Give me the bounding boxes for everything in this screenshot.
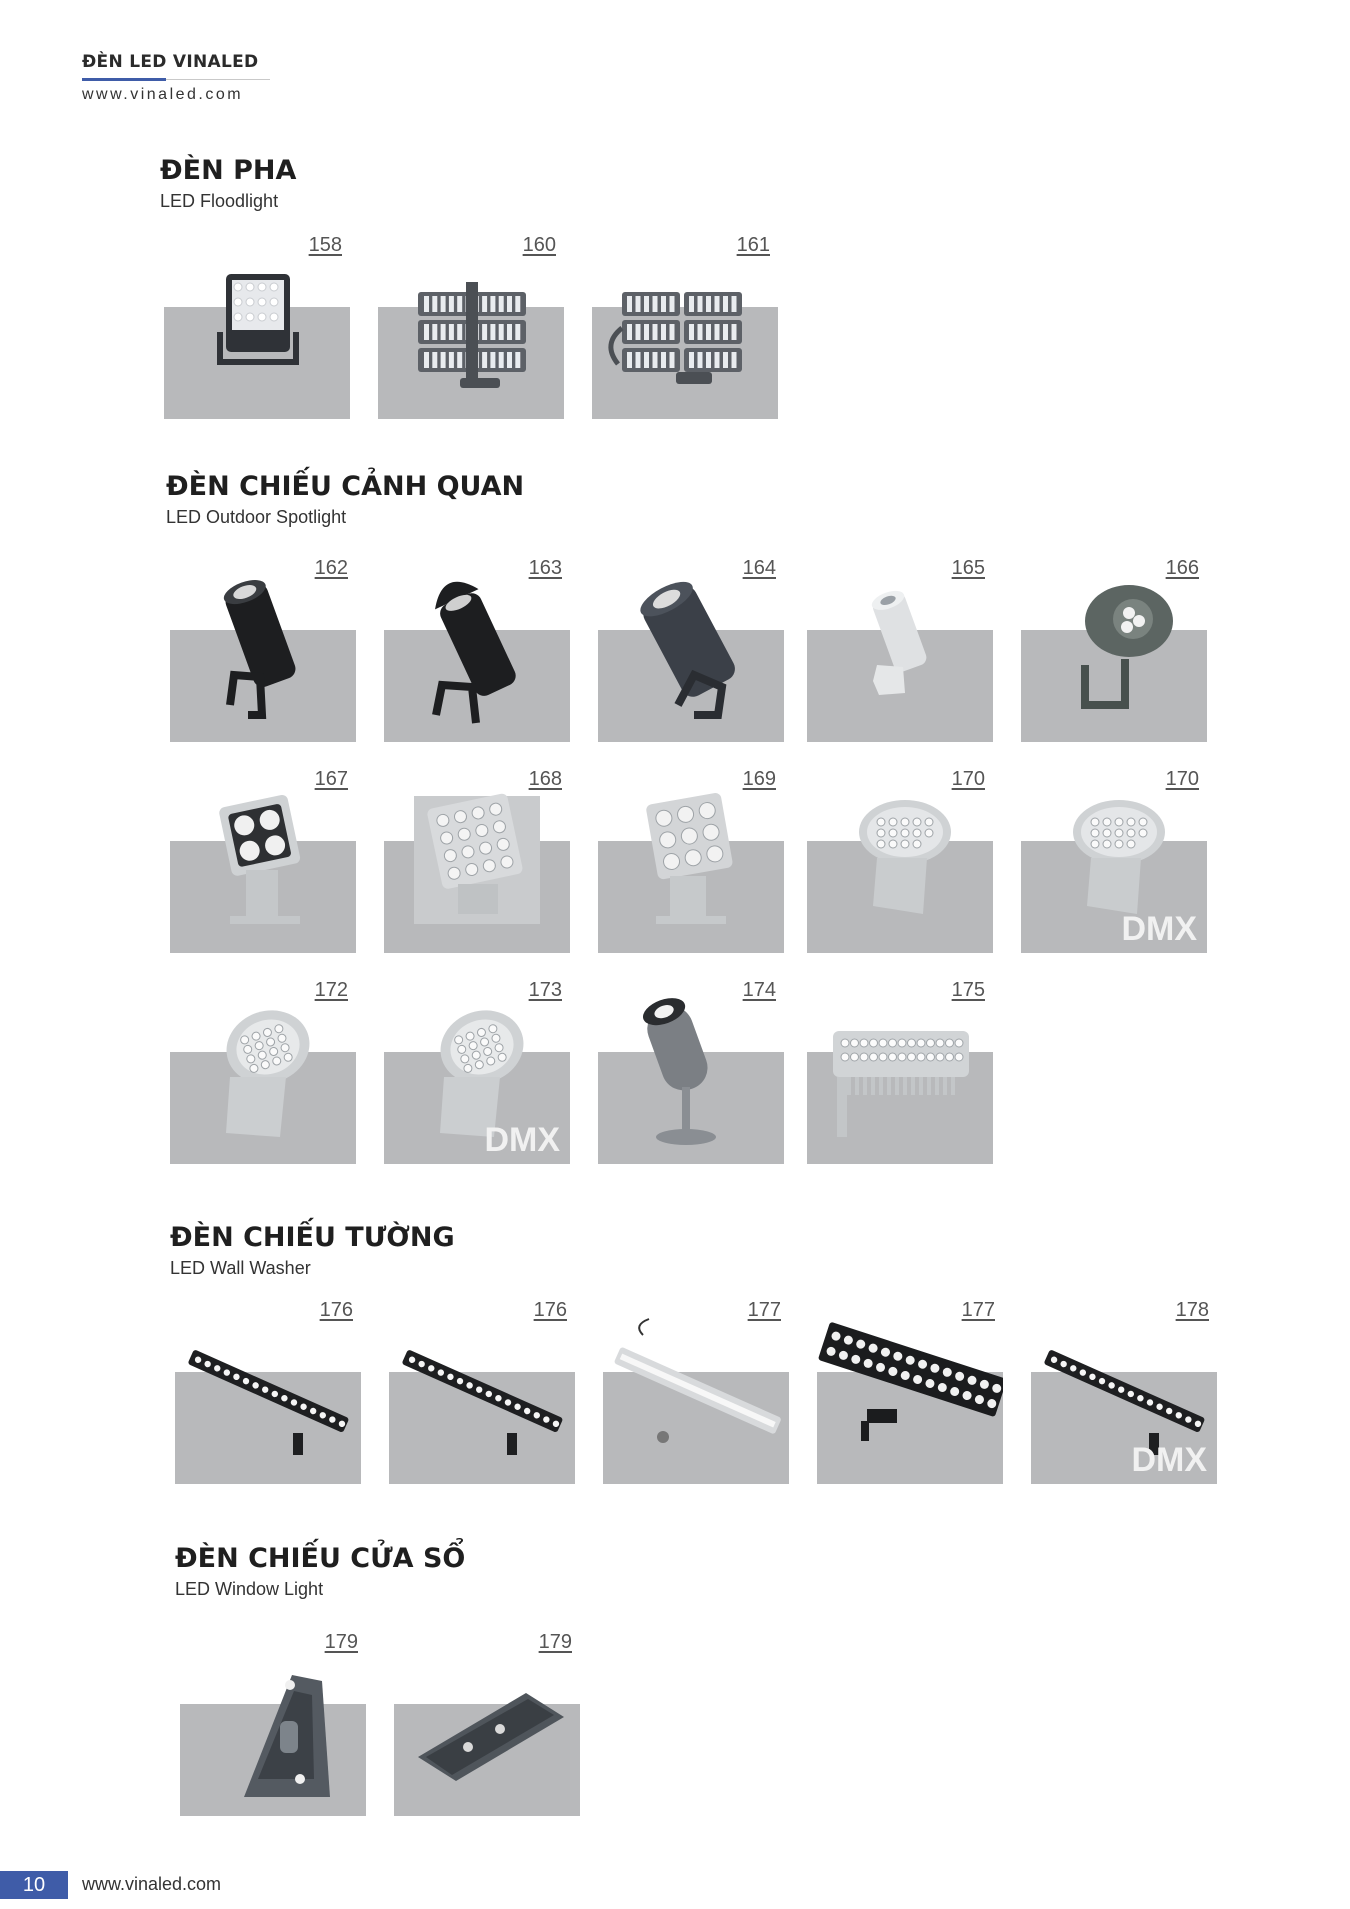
- page-reference-link[interactable]: 179: [538, 1631, 572, 1653]
- round-tilted-spotlight-icon: [170, 977, 356, 1164]
- product-card[interactable]: [1031, 1297, 1217, 1484]
- stake-spotlight-icon: [598, 977, 784, 1164]
- page-reference-link[interactable]: 174: [742, 979, 776, 1001]
- section-outdoor-spotlight: [166, 473, 524, 528]
- product-card[interactable]: [603, 1297, 789, 1484]
- page-reference-link[interactable]: 170: [1165, 768, 1199, 790]
- page-reference-link[interactable]: 173: [528, 979, 562, 1001]
- page-reference-link[interactable]: 176: [319, 1299, 353, 1321]
- square-4-led-spotlight-icon: [170, 766, 356, 953]
- page-reference-link[interactable]: 167: [314, 768, 348, 790]
- dmx-badge: DMX: [1131, 1441, 1207, 1479]
- page-reference-link[interactable]: 160: [522, 234, 556, 256]
- square-16-led-spotlight-icon: [384, 766, 570, 953]
- section-title: ĐÈN PHA: [160, 155, 297, 186]
- black-spotlight-hood-icon: [384, 555, 570, 742]
- page-reference-link[interactable]: 176: [533, 1299, 567, 1321]
- garden-spotlight-icon: [1021, 555, 1207, 742]
- page-reference-link[interactable]: 161: [736, 234, 770, 256]
- dmx-badge: DMX: [484, 1121, 560, 1159]
- product-card[interactable]: [180, 1629, 366, 1816]
- product-card[interactable]: [170, 977, 356, 1164]
- rectangular-floodlight-icon: [807, 977, 993, 1164]
- page-reference-link[interactable]: 172: [314, 979, 348, 1001]
- product-card[interactable]: [170, 766, 356, 953]
- wall-washer-bar-icon: [175, 1297, 361, 1484]
- black-spotlight-icon: [170, 555, 356, 742]
- product-card[interactable]: [389, 1297, 575, 1484]
- page-reference-link[interactable]: 158: [308, 234, 342, 256]
- page-reference-link[interactable]: 179: [324, 1631, 358, 1653]
- product-card[interactable]: [592, 232, 778, 419]
- page-reference-link[interactable]: 170: [951, 768, 985, 790]
- page-reference-link[interactable]: 164: [742, 557, 776, 579]
- page-reference-link[interactable]: 163: [528, 557, 562, 579]
- product-card[interactable]: [807, 555, 993, 742]
- modular-floodlight-6-icon: [592, 232, 778, 419]
- header-accent-line: [82, 78, 166, 81]
- product-card[interactable]: [378, 232, 564, 419]
- wall-washer-bar-icon: [389, 1297, 575, 1484]
- product-card[interactable]: [170, 555, 356, 742]
- page-reference-link[interactable]: 175: [951, 979, 985, 1001]
- section-floodlight: [160, 157, 296, 212]
- modular-floodlight-3-icon: [378, 232, 564, 419]
- window-light-wedge-icon: [180, 1629, 366, 1816]
- product-card[interactable]: [384, 766, 570, 953]
- page-reference-link[interactable]: 168: [528, 768, 562, 790]
- product-card[interactable]: [598, 977, 784, 1164]
- product-card[interactable]: [1021, 555, 1207, 742]
- page-number: 10: [22, 1874, 46, 1896]
- floodlight-icon: [164, 232, 350, 419]
- product-card[interactable]: [807, 977, 993, 1164]
- silver-mini-spotlight-icon: [807, 555, 993, 742]
- product-card[interactable]: [807, 766, 993, 953]
- section-subtitle: LED Floodlight: [160, 191, 279, 211]
- section-title: ĐÈN CHIẾU TƯỜNG: [170, 1222, 455, 1253]
- product-card[interactable]: [384, 977, 570, 1164]
- product-card[interactable]: [598, 555, 784, 742]
- product-card[interactable]: [164, 232, 350, 419]
- section-title: ĐÈN CHIẾU CẢNH QUAN: [166, 471, 525, 502]
- window-light-channel-icon: [394, 1629, 580, 1816]
- section-title: ĐÈN CHIẾU CỬA SỔ: [175, 1543, 466, 1574]
- page-reference-link[interactable]: 177: [747, 1299, 781, 1321]
- brand-title: ĐÈN LED VINALED: [82, 52, 259, 72]
- page-reference-link[interactable]: 166: [1165, 557, 1199, 579]
- section-wall-washer: [170, 1224, 455, 1279]
- section-subtitle: LED Window Light: [175, 1579, 324, 1599]
- section-subtitle: LED Outdoor Spotlight: [166, 507, 347, 527]
- header-website[interactable]: www.vinaled.com: [82, 86, 244, 103]
- product-card[interactable]: [1021, 766, 1207, 953]
- page-reference-link[interactable]: 178: [1175, 1299, 1209, 1321]
- wall-washer-silver-icon: [603, 1297, 789, 1484]
- product-card[interactable]: [175, 1297, 361, 1484]
- product-card[interactable]: [394, 1629, 580, 1816]
- page-reference-link[interactable]: 169: [742, 768, 776, 790]
- section-subtitle: LED Wall Washer: [170, 1258, 311, 1278]
- page-reference-link[interactable]: 177: [961, 1299, 995, 1321]
- dark-spotlight-icon: [598, 555, 784, 742]
- page-reference-link[interactable]: 165: [951, 557, 985, 579]
- footer-website[interactable]: www.vinaled.com: [82, 1874, 222, 1894]
- header-divider: [166, 79, 270, 80]
- section-window-light: [175, 1545, 465, 1600]
- dmx-badge: DMX: [1121, 910, 1197, 948]
- round-led-spotlight-icon: [807, 766, 993, 953]
- product-card[interactable]: [384, 555, 570, 742]
- page-reference-link[interactable]: 162: [314, 557, 348, 579]
- product-card[interactable]: [817, 1297, 1003, 1484]
- product-card[interactable]: [598, 766, 784, 953]
- wall-washer-wide-icon: [817, 1297, 1003, 1484]
- square-9-led-spotlight-icon: [598, 766, 784, 953]
